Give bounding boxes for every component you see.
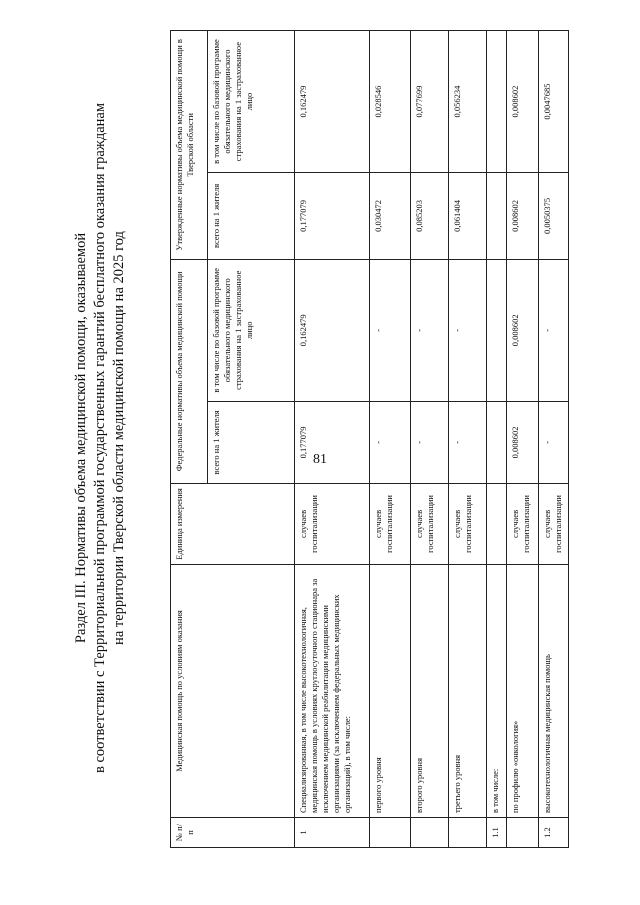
row-name: первого уровня [370,564,411,817]
row-no: 1.2 [539,818,569,848]
row-federal-per-resident: - [539,401,569,483]
norms-table [170,30,569,848]
header-approved-per-resident: всего на 1 жителя [208,173,295,260]
row-approved-per-resident [487,173,507,260]
row-name: в том числе: [487,564,507,817]
heading-line-1: Раздел III. Нормативы объема медицинской помощи, оказываемой [73,232,89,644]
page-number: 81 [313,452,327,467]
table-row [539,31,569,848]
row-approved-per-insured: 0,056234 [449,31,487,173]
header-no: № п/п [171,818,295,848]
row-approved-per-insured: 0,077699 [411,31,449,173]
row-no [449,818,487,848]
row-no [411,818,449,848]
heading-line-2: в соответствии с Территориальной программой государственных гарантий бесплатного оказания гражданам [92,102,108,774]
table-row [295,31,370,848]
row-unit: случаев госпитализации [370,483,411,564]
rotated-page-content [72,28,612,848]
table-row [507,31,539,848]
row-no [370,818,411,848]
header-approved: Утвержденные нормативы объема медицинской помощи в Тверской области [171,31,208,260]
row-name: высокотехнологичная медицинская помощь [539,564,569,817]
row-federal-per-resident [487,401,507,483]
row-federal-per-resident: - [370,401,411,483]
row-approved-per-resident: 0,008602 [507,173,539,260]
header-federal-per-insured: в том числе по базовой программе обязательного медицинского страхования на 1 застрахованное лицо [208,259,295,401]
row-name: второго уровня [411,564,449,817]
row-no [507,818,539,848]
row-approved-per-insured: 0,008602 [507,31,539,173]
row-federal-per-insured: - [449,259,487,401]
row-unit: случаев госпитализации [449,483,487,564]
row-approved-per-insured: 0,028546 [370,31,411,173]
row-name: третьего уровня [449,564,487,817]
row-name: Специализированная, в том числе высокотехнологичная, медицинская помощь в условиях круглосуточного стационара за исключением медицинской реабилитации медицинскими организациями (за исключением федеральных медицинских организаций), в том числе: [295,564,370,817]
row-unit: случаев госпитализации [411,483,449,564]
row-federal-per-insured [487,259,507,401]
row-approved-per-resident: 0,085203 [411,173,449,260]
header-federal: Федеральные нормативы объема медицинской помощи [171,259,208,483]
row-federal-per-insured: - [411,259,449,401]
row-federal-per-insured: 0,008602 [507,259,539,401]
row-unit: случаев госпитализации [539,483,569,564]
header-federal-per-resident: всего на 1 жителя [208,401,295,483]
row-name: по профилю «онкология» [507,564,539,817]
row-unit [487,483,507,564]
row-federal-per-resident: - [411,401,449,483]
row-unit: случаев госпитализации [295,483,370,564]
row-approved-per-insured [487,31,507,173]
row-no: 1.1 [487,818,507,848]
heading-line-3: на территории Тверской области медицинской помощи на 2025 год [111,231,127,645]
row-no: 1 [295,818,370,848]
row-approved-per-insured: 0,162479 [295,31,370,173]
row-unit: случаев госпитализации [507,483,539,564]
row-federal-per-insured: - [370,259,411,401]
row-approved-per-insured: 0,0047685 [539,31,569,173]
section-heading [72,28,129,848]
row-federal-per-insured: - [539,259,569,401]
row-approved-per-resident: 0,0050375 [539,173,569,260]
row-approved-per-resident: 0,061404 [449,173,487,260]
table-row [370,31,411,848]
header-condition: Медицинская помощь по условиям оказания [171,564,295,817]
row-federal-per-resident: 0,177079 [295,401,370,483]
header-unit: Единица измерения [171,483,295,564]
row-approved-per-resident: 0,030472 [370,173,411,260]
row-approved-per-resident: 0,177079 [295,173,370,260]
table-row [449,31,487,848]
table-row [411,31,449,848]
table-row [487,31,507,848]
row-federal-per-resident: - [449,401,487,483]
header-approved-per-insured: в том числе по базовой программе обязательного медицинского страхования на 1 застрахованное лицо [208,31,295,173]
row-federal-per-resident: 0,008602 [507,401,539,483]
row-federal-per-insured: 0,162479 [295,259,370,401]
